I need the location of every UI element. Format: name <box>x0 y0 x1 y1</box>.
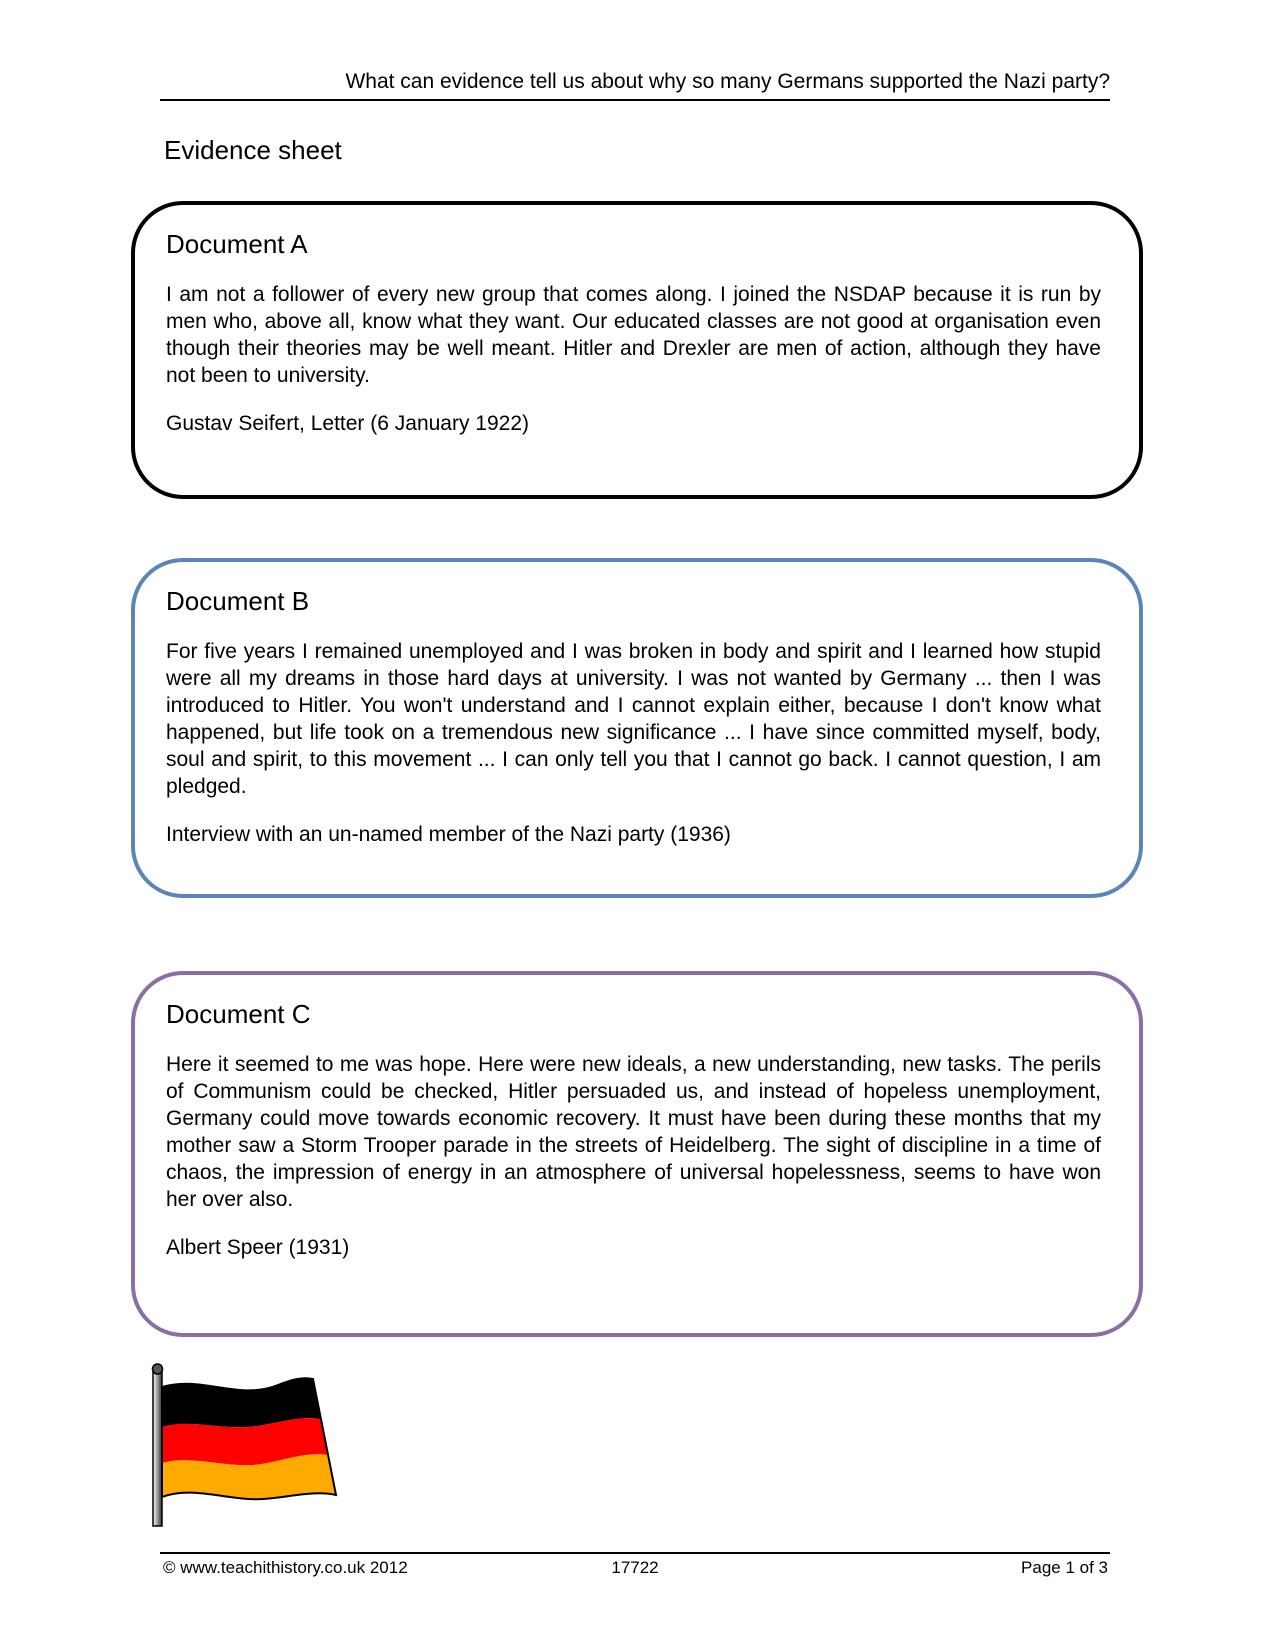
header-title: What can evidence tell us about why so many Germans supported the Nazi party? <box>345 70 1110 93</box>
document-c-box <box>131 971 1143 1337</box>
document-c-heading: Document C <box>166 999 311 1029</box>
header-divider <box>160 99 1110 101</box>
section-title: Evidence sheet <box>164 135 342 165</box>
footer-code: 17722 <box>611 1558 659 1577</box>
document-c-body: Here it seemed to me was hope. Here were new ideals, a new understanding, new tasks. The perils of Communism could be checked, Hitler persuaded us, and instead of hopeless unemployment, Germany could move towards economic recovery. It must have been during these months that my mother saw a Storm Trooper parade in the streets of Heidelberg. The sight of discipline in a time of chaos, the impression of energy in an atmosphere of universal hopelessness, seems to have won her over also. <box>166 1053 1101 1211</box>
document-a-box <box>131 201 1143 499</box>
document-b-source: Interview with an un-named member of the Nazi party (1936) <box>166 823 731 846</box>
document-a-source: Gustav Seifert, Letter (6 January 1922) <box>166 412 530 435</box>
document-b-heading: Document B <box>166 586 310 616</box>
document-b-box <box>131 558 1143 898</box>
footer-page-number: Page 1 of 3 <box>1021 1558 1108 1577</box>
document-a-heading: Document A <box>166 229 308 259</box>
document-c-source: Albert Speer (1931) <box>166 1236 350 1259</box>
footer-copyright: © www.teachithistory.co.uk 2012 <box>163 1558 408 1577</box>
footer-divider <box>160 1552 1110 1554</box>
german-flag-icon <box>148 1363 358 1528</box>
document-a-body: I am not a follower of every new group that comes along. I joined the NSDAP because it is run by men who, above all, know what they want. Our educated classes are not good at organisation even though their theories may be well meant. Hitler and Drexler are men of action, although they have not been to university. <box>166 283 1101 387</box>
document-b-body: For five years I remained unemployed and I was broken in body and spirit and I learned how stupid were all my dreams in those hard days at university. I was not wanted by Germany ... then I was introduced to Hitler. You won't understand and I cannot explain either, because I don't know what happened, but life took on a tremendous new significance ... I have since committed myself, body, soul and spirit, to this movement ... I can only tell you that I cannot go back. I cannot question, I am pledged. <box>166 640 1101 798</box>
